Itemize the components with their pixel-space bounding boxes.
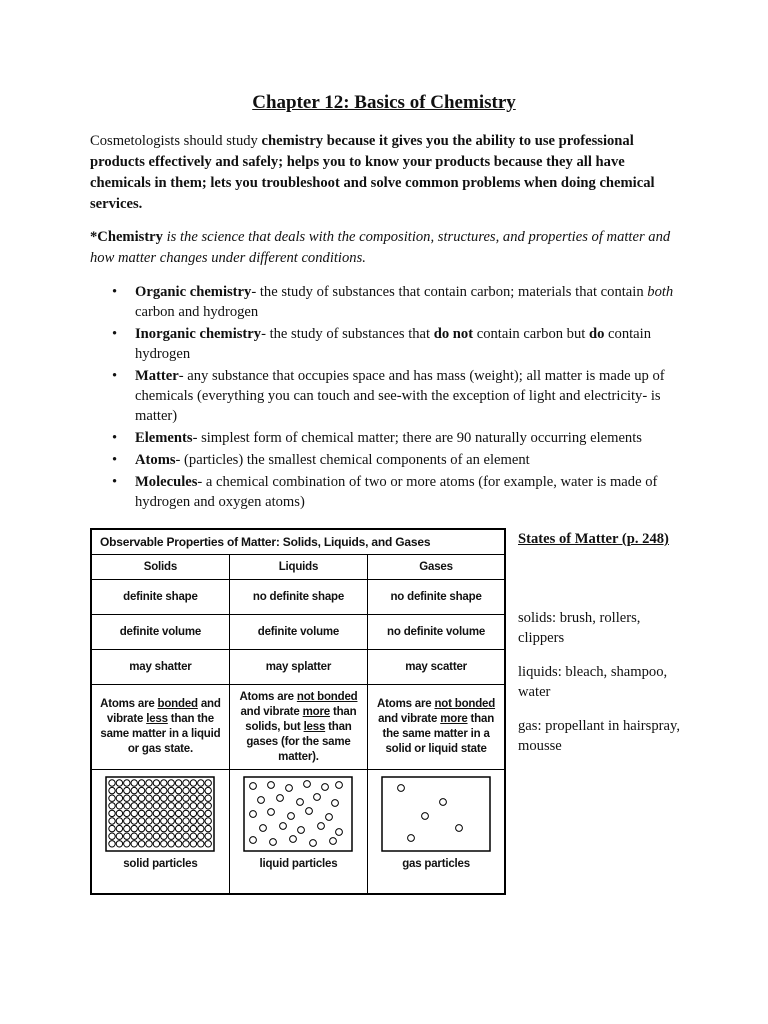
particle bbox=[306, 808, 313, 815]
term-bold: do not bbox=[433, 326, 474, 342]
particle bbox=[117, 833, 123, 839]
gas-behavior-cell bbox=[368, 685, 505, 770]
particle bbox=[117, 787, 123, 793]
particle bbox=[322, 784, 329, 791]
particle bbox=[139, 780, 145, 786]
particle bbox=[183, 795, 189, 801]
particle bbox=[139, 818, 145, 824]
particle bbox=[154, 833, 160, 839]
bullet-icon: • bbox=[112, 368, 118, 384]
particle bbox=[297, 799, 304, 806]
chemistry-definition-text: is the science that deals with the composition, structures, and properties of matter and how matter changes under different conditions. bbox=[90, 229, 671, 266]
cell-underlined: not bonded bbox=[434, 698, 496, 710]
term-text: carbon and hydrogen bbox=[135, 304, 259, 320]
particle bbox=[139, 825, 145, 831]
term-label: Matter bbox=[135, 368, 179, 384]
particle bbox=[168, 787, 174, 793]
term-text: - the study of substances that bbox=[261, 326, 434, 342]
particle bbox=[124, 787, 130, 793]
particle bbox=[440, 799, 447, 806]
particle bbox=[109, 825, 115, 831]
particle bbox=[131, 833, 137, 839]
particle bbox=[191, 803, 197, 809]
particle bbox=[168, 810, 174, 816]
particle bbox=[131, 841, 137, 847]
particle bbox=[288, 813, 295, 820]
particle bbox=[336, 782, 343, 789]
particle bbox=[408, 835, 415, 842]
particle bbox=[398, 785, 405, 792]
particle bbox=[161, 833, 167, 839]
particle bbox=[280, 823, 287, 830]
table-cell: no definite volume bbox=[368, 615, 505, 650]
table-cell: definite shape bbox=[91, 580, 229, 615]
cell-underlined: not bonded bbox=[296, 690, 358, 703]
particle bbox=[183, 818, 189, 824]
particle bbox=[161, 818, 167, 824]
particle bbox=[183, 833, 189, 839]
particle bbox=[117, 818, 123, 824]
particle bbox=[205, 818, 211, 824]
particle bbox=[277, 795, 284, 802]
table-cell: definite volume bbox=[229, 615, 367, 650]
particle bbox=[124, 818, 130, 824]
term-text: - (particles) the smallest chemical components of an element bbox=[175, 452, 530, 468]
table-cell: definite volume bbox=[91, 615, 229, 650]
particle bbox=[161, 825, 167, 831]
term-italic: both bbox=[647, 284, 674, 300]
cell-underlined: bonded bbox=[157, 698, 198, 710]
bullet-icon: • bbox=[112, 284, 118, 300]
column-header-solids: Solids bbox=[91, 555, 229, 580]
side-note: liquids: bleach, shampoo, water bbox=[518, 664, 668, 700]
particle bbox=[183, 787, 189, 793]
particle bbox=[146, 833, 152, 839]
particle bbox=[154, 818, 160, 824]
particle bbox=[131, 795, 137, 801]
particle bbox=[332, 800, 339, 807]
particle bbox=[198, 803, 204, 809]
bullet-icon: • bbox=[112, 430, 118, 446]
particle bbox=[146, 787, 152, 793]
particle bbox=[117, 841, 123, 847]
term-text: - simplest form of chemical matter; there are 90 naturally occurring elements bbox=[192, 430, 642, 446]
particle bbox=[250, 783, 257, 790]
bullet-icon: • bbox=[112, 452, 118, 468]
particle bbox=[146, 795, 152, 801]
particle bbox=[198, 841, 204, 847]
particle bbox=[183, 825, 189, 831]
term-label: Inorganic chemistry bbox=[135, 326, 262, 342]
particle bbox=[205, 803, 211, 809]
particle bbox=[154, 787, 160, 793]
particle-label: solid particles bbox=[123, 858, 198, 870]
particle bbox=[146, 825, 152, 831]
cell-text: than the same matter in a liquid or gas state. bbox=[100, 713, 221, 755]
particle bbox=[268, 782, 275, 789]
particle bbox=[205, 780, 211, 786]
intro-bold: chemistry because it gives you the ability to use professional products effectively and safely; helps you to know your products because they all have chemicals in them; lets you troubleshoot and solve common problems when doing chemical services. bbox=[90, 133, 655, 212]
intro-lead: Cosmetologists should study bbox=[90, 133, 262, 149]
particle bbox=[318, 823, 325, 830]
particle bbox=[205, 787, 211, 793]
particle bbox=[198, 810, 204, 816]
particle bbox=[183, 780, 189, 786]
particle bbox=[205, 825, 211, 831]
particle bbox=[191, 787, 197, 793]
cell-text: than the same matter in a solid or liquid state bbox=[382, 713, 495, 755]
particle bbox=[161, 841, 167, 847]
table-cell: may scatter bbox=[368, 650, 505, 685]
particle bbox=[191, 810, 197, 816]
side-notes bbox=[518, 528, 688, 754]
particle-label: liquid particles bbox=[259, 858, 338, 870]
particle bbox=[183, 810, 189, 816]
particle bbox=[176, 795, 182, 801]
particle bbox=[191, 841, 197, 847]
particle bbox=[124, 795, 130, 801]
properties-table bbox=[90, 528, 506, 895]
liquid-particles-diagram bbox=[243, 776, 353, 852]
particle bbox=[139, 833, 145, 839]
particle bbox=[146, 818, 152, 824]
particle bbox=[183, 841, 189, 847]
chemistry-definition bbox=[90, 227, 680, 269]
particle bbox=[168, 795, 174, 801]
particle bbox=[131, 787, 137, 793]
particle bbox=[161, 810, 167, 816]
particle bbox=[117, 825, 123, 831]
particle bbox=[131, 810, 137, 816]
term-text: - the study of substances that contain carbon; materials that contain bbox=[251, 284, 648, 300]
bullet-icon: • bbox=[112, 326, 118, 342]
cell-underlined: less bbox=[303, 720, 326, 733]
particle bbox=[456, 825, 463, 832]
table-row bbox=[91, 580, 505, 615]
particle bbox=[139, 810, 145, 816]
particle bbox=[198, 833, 204, 839]
particle bbox=[146, 841, 152, 847]
particle bbox=[168, 818, 174, 824]
list-item bbox=[90, 366, 680, 426]
particle bbox=[117, 780, 123, 786]
particle bbox=[131, 818, 137, 824]
particle bbox=[161, 787, 167, 793]
particle bbox=[117, 795, 123, 801]
particle bbox=[139, 803, 145, 809]
particle bbox=[198, 780, 204, 786]
particle bbox=[109, 841, 115, 847]
particle bbox=[250, 837, 257, 844]
particle bbox=[176, 841, 182, 847]
particle bbox=[124, 803, 130, 809]
particle bbox=[176, 780, 182, 786]
particle bbox=[161, 803, 167, 809]
term-bold: do bbox=[588, 326, 605, 342]
particle bbox=[270, 839, 277, 846]
gas-particles-diagram bbox=[381, 776, 491, 852]
page-title: Chapter 12: Basics of Chemistry bbox=[252, 92, 516, 113]
cell-underlined: more bbox=[440, 713, 468, 725]
particle bbox=[109, 780, 115, 786]
term-label: Elements bbox=[135, 430, 193, 446]
particle bbox=[336, 829, 343, 836]
cell-text: and vibrate bbox=[378, 713, 441, 725]
list-item bbox=[90, 324, 680, 364]
particle bbox=[250, 811, 257, 818]
particle bbox=[168, 780, 174, 786]
intro-paragraph bbox=[90, 131, 680, 215]
particle bbox=[176, 833, 182, 839]
particle bbox=[176, 810, 182, 816]
term-text: contain hydrogen bbox=[135, 326, 652, 362]
term-text: - a chemical combination of two or more atoms (for example, water is made of hydrogen and oxygen atoms) bbox=[135, 474, 658, 510]
particle bbox=[154, 795, 160, 801]
bullet-icon: • bbox=[112, 474, 118, 490]
particle bbox=[422, 813, 429, 820]
side-title: States of Matter (p. 248) bbox=[518, 531, 669, 547]
cell-text: and vibrate bbox=[240, 705, 303, 718]
solid-particles-cell bbox=[91, 770, 229, 895]
term-text: - any substance that occupies space and has mass (weight); all matter is made up of chemicals (everything you can touch and see-with the exception of light and electricity- is matter) bbox=[135, 368, 665, 424]
particle bbox=[146, 780, 152, 786]
particle bbox=[176, 787, 182, 793]
particle bbox=[117, 803, 123, 809]
particle bbox=[205, 833, 211, 839]
term-label: Molecules bbox=[135, 474, 198, 490]
list-item bbox=[90, 428, 680, 448]
table-cell: no definite shape bbox=[229, 580, 367, 615]
particle bbox=[168, 833, 174, 839]
cell-text: Atoms are bbox=[239, 690, 297, 703]
particle bbox=[109, 795, 115, 801]
particle bbox=[258, 797, 265, 804]
particle bbox=[198, 795, 204, 801]
particle bbox=[168, 841, 174, 847]
particle bbox=[286, 785, 293, 792]
particle bbox=[183, 803, 189, 809]
cell-underlined: less bbox=[146, 713, 168, 725]
particle bbox=[154, 825, 160, 831]
particle bbox=[298, 827, 305, 834]
particle bbox=[124, 841, 130, 847]
liquid-behavior-cell bbox=[229, 685, 367, 770]
particle bbox=[191, 818, 197, 824]
particle bbox=[124, 810, 130, 816]
particle bbox=[139, 787, 145, 793]
particle bbox=[109, 810, 115, 816]
cell-text: than solids, but bbox=[245, 705, 357, 733]
particle bbox=[154, 780, 160, 786]
particle bbox=[154, 841, 160, 847]
particle bbox=[176, 803, 182, 809]
particle bbox=[161, 795, 167, 801]
table-row bbox=[91, 615, 505, 650]
particle bbox=[131, 780, 137, 786]
particle bbox=[198, 818, 204, 824]
particle bbox=[161, 780, 167, 786]
particle bbox=[124, 780, 130, 786]
gas-particles-cell bbox=[368, 770, 505, 895]
table-row bbox=[91, 650, 505, 685]
particle bbox=[124, 825, 130, 831]
column-header-gases: Gases bbox=[368, 555, 505, 580]
particle bbox=[109, 803, 115, 809]
term-text: contain carbon but bbox=[473, 326, 589, 342]
particle bbox=[191, 833, 197, 839]
term-label: Atoms bbox=[135, 452, 176, 468]
particle bbox=[168, 825, 174, 831]
particle bbox=[131, 803, 137, 809]
particle bbox=[117, 810, 123, 816]
particle bbox=[176, 825, 182, 831]
cell-text: Atoms are bbox=[377, 698, 435, 710]
particle bbox=[260, 825, 267, 832]
list-item bbox=[90, 450, 680, 470]
cell-text: than gases (for the same matter). bbox=[246, 720, 352, 763]
particle bbox=[168, 803, 174, 809]
cell-underlined: more bbox=[302, 705, 330, 718]
particle bbox=[326, 814, 333, 821]
particle bbox=[109, 833, 115, 839]
particle bbox=[146, 803, 152, 809]
column-header-liquids: Liquids bbox=[229, 555, 367, 580]
particle bbox=[109, 818, 115, 824]
chemistry-term: *Chemistry bbox=[90, 229, 163, 245]
particle bbox=[205, 841, 211, 847]
particle bbox=[198, 787, 204, 793]
particle bbox=[205, 810, 211, 816]
table-row bbox=[91, 685, 505, 770]
table-cell: may splatter bbox=[229, 650, 367, 685]
particle bbox=[154, 803, 160, 809]
particle bbox=[268, 809, 275, 816]
side-note: solids: brush, rollers, clippers bbox=[518, 610, 641, 646]
particle bbox=[139, 841, 145, 847]
term-label: Organic chemistry bbox=[135, 284, 252, 300]
table-cell: no definite shape bbox=[368, 580, 505, 615]
particle bbox=[330, 838, 337, 845]
particle bbox=[191, 795, 197, 801]
particle bbox=[124, 833, 130, 839]
particle bbox=[131, 825, 137, 831]
liquid-particles-cell bbox=[229, 770, 367, 895]
particle bbox=[290, 836, 297, 843]
solid-particles-diagram bbox=[105, 776, 215, 852]
particle bbox=[191, 825, 197, 831]
particle bbox=[314, 794, 321, 801]
table-cell: may shatter bbox=[91, 650, 229, 685]
list-item bbox=[90, 472, 680, 512]
particle bbox=[146, 810, 152, 816]
cell-text: Atoms are bbox=[100, 698, 158, 710]
side-note: gas: propellant in hairspray, mousse bbox=[518, 718, 680, 754]
list-item bbox=[90, 282, 680, 322]
table-row bbox=[91, 770, 505, 895]
terms-list bbox=[90, 282, 680, 514]
table-caption: Observable Properties of Matter: Solids, Liquids, and Gases bbox=[91, 529, 505, 555]
particle bbox=[176, 818, 182, 824]
cell-text: and vibrate bbox=[106, 698, 221, 725]
particle bbox=[109, 787, 115, 793]
solid-behavior-cell bbox=[91, 685, 229, 770]
particle bbox=[310, 840, 317, 847]
particle bbox=[205, 795, 211, 801]
particle bbox=[154, 810, 160, 816]
particle-label: gas particles bbox=[402, 858, 470, 870]
particle bbox=[304, 781, 311, 788]
particle bbox=[191, 780, 197, 786]
particle bbox=[198, 825, 204, 831]
particle bbox=[139, 795, 145, 801]
